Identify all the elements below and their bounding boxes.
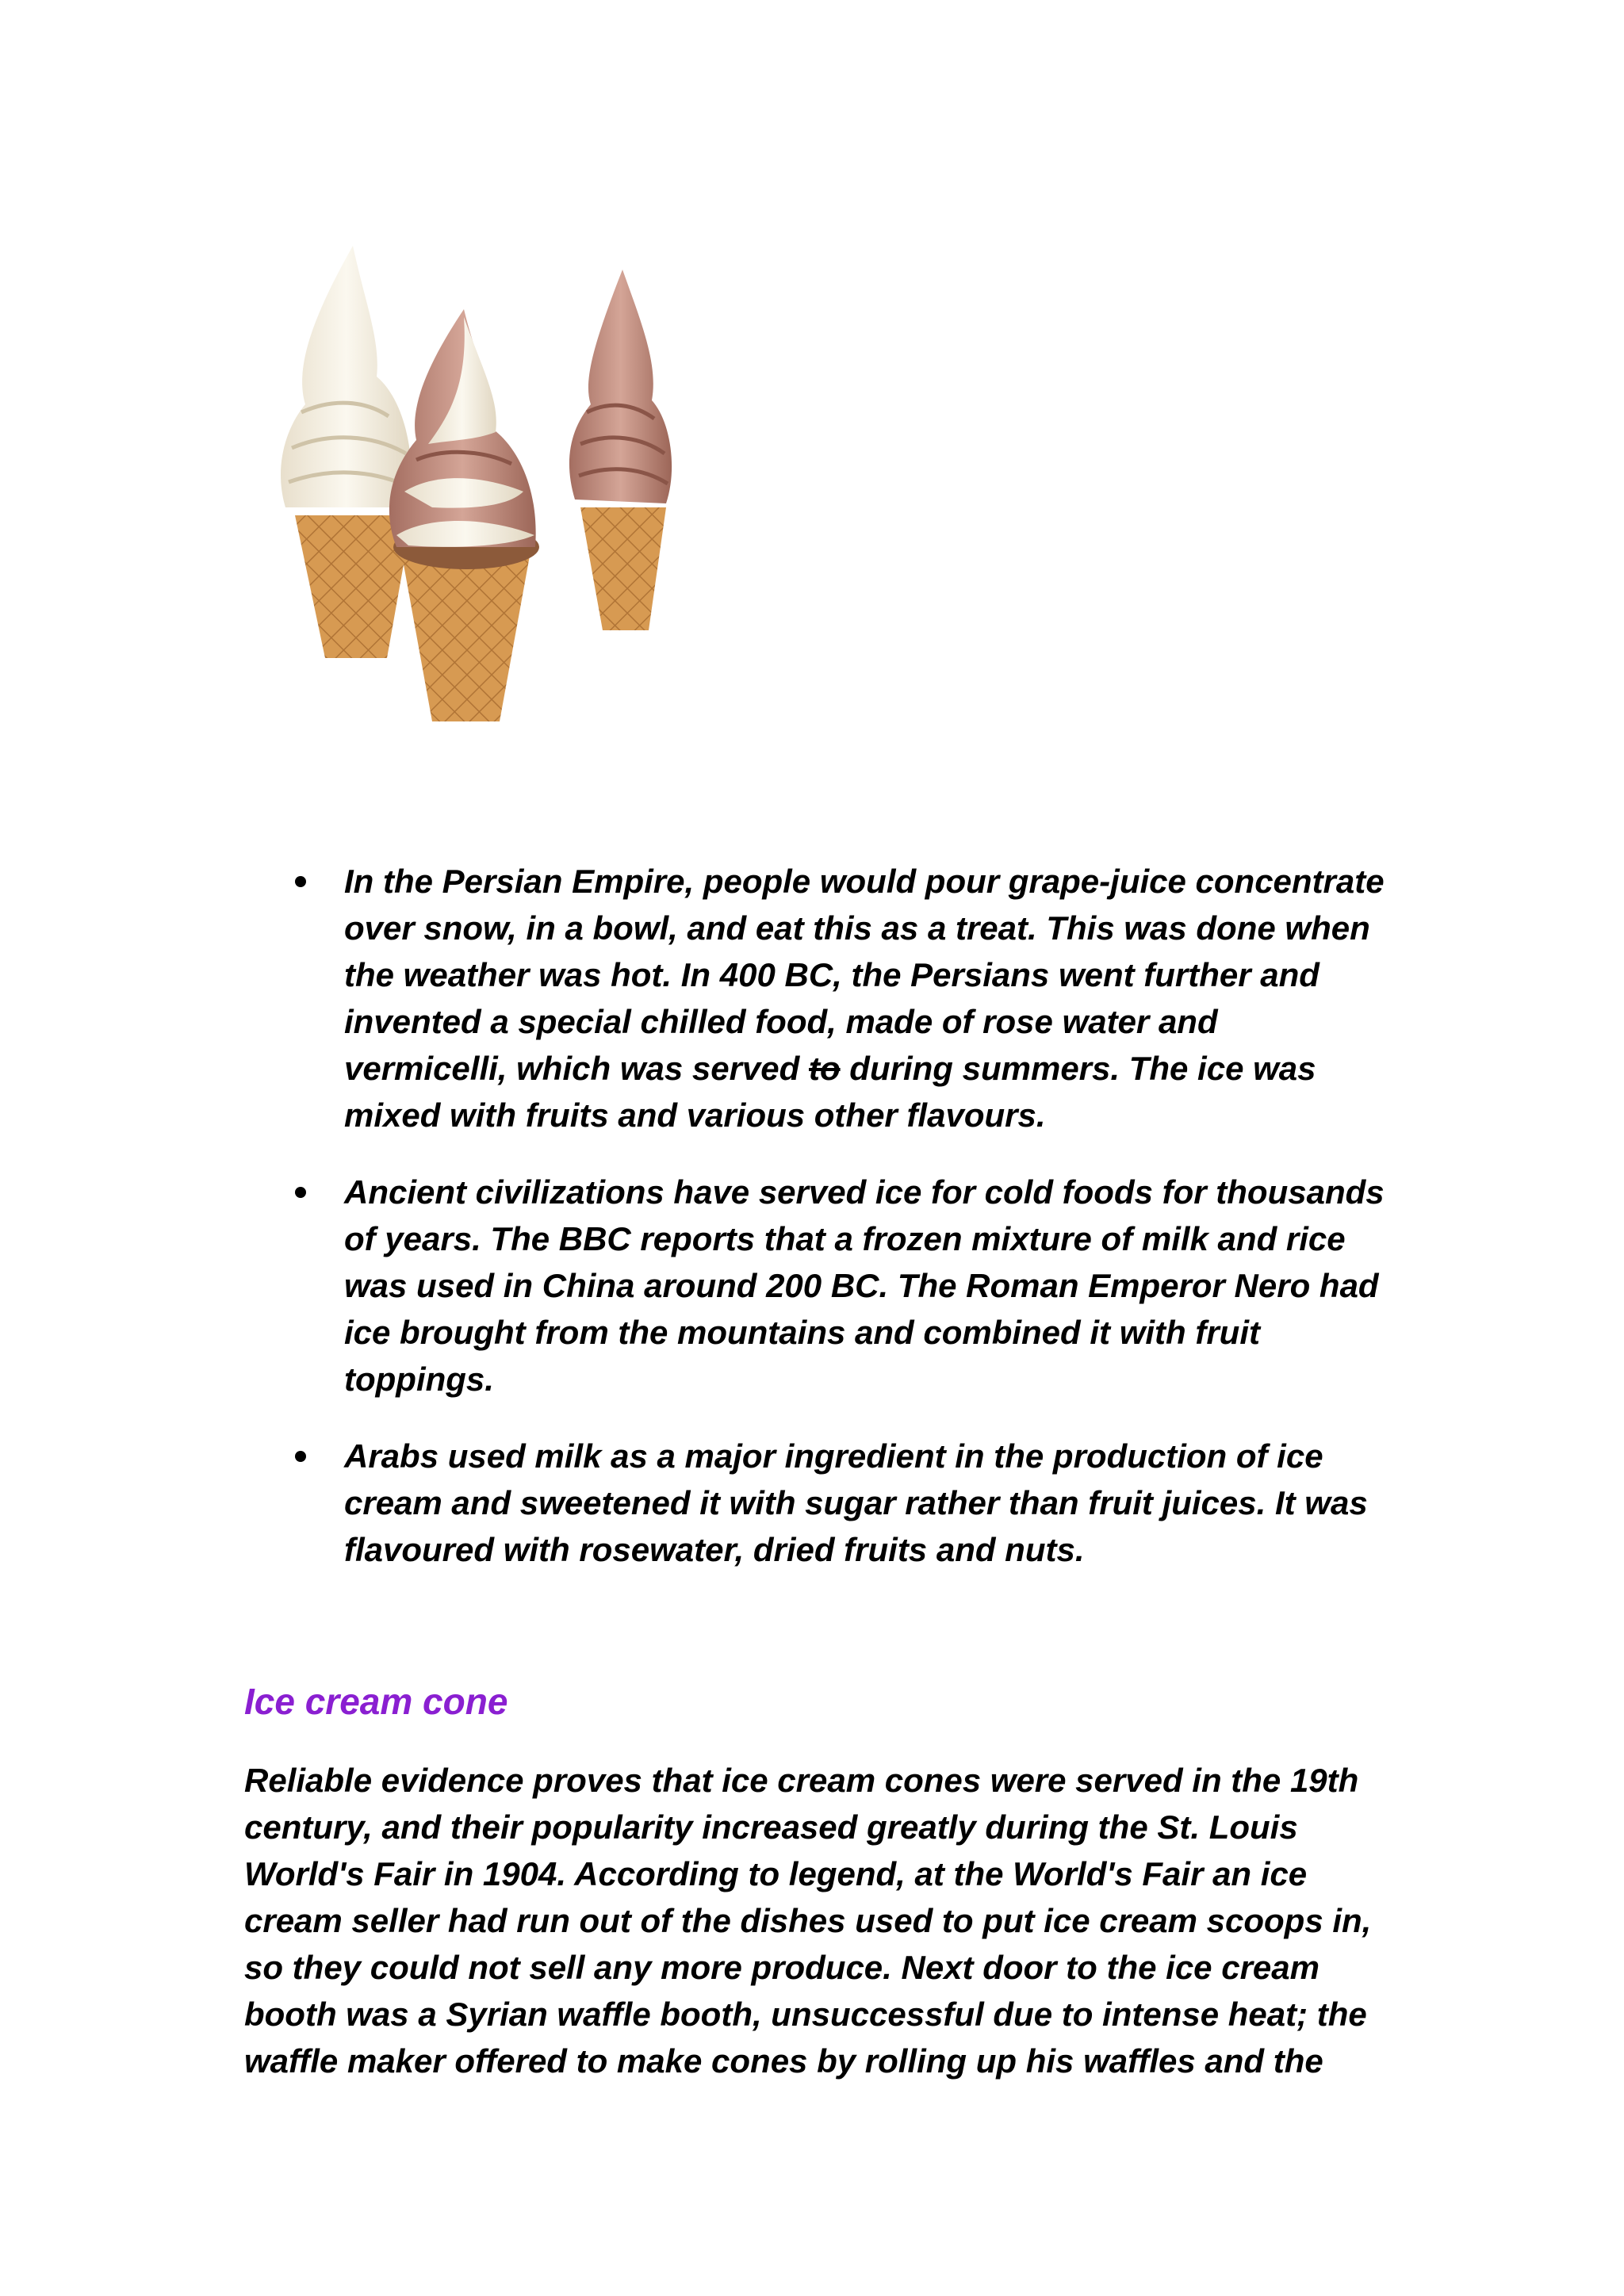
list-item-text-start: In the Persian Empire, people would pour grape-juice concentrate over snow, in a bowl, and eat this as a treat. This was done when the weather was hot. In 400 BC, the Persians went further and invented a special chilled food, made of rose water and vermicelli, which was served bbox=[344, 863, 1385, 1087]
section-heading: Ice cream cone bbox=[244, 1681, 508, 1722]
vanilla-cone bbox=[281, 246, 412, 658]
paragraph-line: Reliable evidence proves that ice cream cones were served in the 19th bbox=[244, 1762, 1359, 1799]
paragraph-line: waffle maker offered to make cones by rolling up his waffles and the bbox=[244, 2042, 1323, 2080]
list-item bbox=[293, 1169, 1388, 1402]
bullet-icon bbox=[295, 876, 306, 887]
ice-cream-cones-picture bbox=[270, 230, 730, 737]
struck-through-word: to bbox=[808, 1050, 841, 1087]
list-item bbox=[293, 858, 1388, 1138]
history-bullet-list bbox=[293, 858, 1388, 1603]
swirl-cone bbox=[389, 309, 539, 721]
paragraph-line: booth was a Syrian waffle booth, unsuccessful due to intense heat; the bbox=[244, 1996, 1367, 2033]
list-item-text-end: during summers. The ice was mixed with fruits and various other flavours. bbox=[344, 1050, 1316, 1134]
bullet-icon bbox=[295, 1451, 306, 1462]
paragraph-line: cream seller had run out of the dishes used to put ice cream scoops in, bbox=[244, 1902, 1372, 1939]
list-item bbox=[293, 1433, 1388, 1573]
paragraph-line: century, and their popularity increased greatly during the St. Louis bbox=[244, 1808, 1298, 1846]
bullet-icon bbox=[295, 1187, 306, 1198]
chocolate-cone bbox=[569, 270, 672, 630]
list-item-text: Ancient civilizations have served ice for cold foods for thousands of years. The BBC reports that a frozen mixture of milk and rice was used in China around 200 BC. The Roman Emperor Nero had ice brought from the mountains and combined it with fruit toppings. bbox=[344, 1173, 1385, 1398]
paragraph-line: World's Fair in 1904. According to legend, at the World's Fair an ice bbox=[244, 1855, 1308, 1892]
list-item-text: Arabs used milk as a major ingredient in the production of ice cream and sweetened it with sugar rather than fruit juices. It was flavoured with rosewater, dried fruits and nuts. bbox=[344, 1437, 1368, 1568]
section-paragraph bbox=[244, 1757, 1394, 2084]
paragraph-line: so they could not sell any more produce. Next door to the ice cream bbox=[244, 1949, 1320, 1986]
